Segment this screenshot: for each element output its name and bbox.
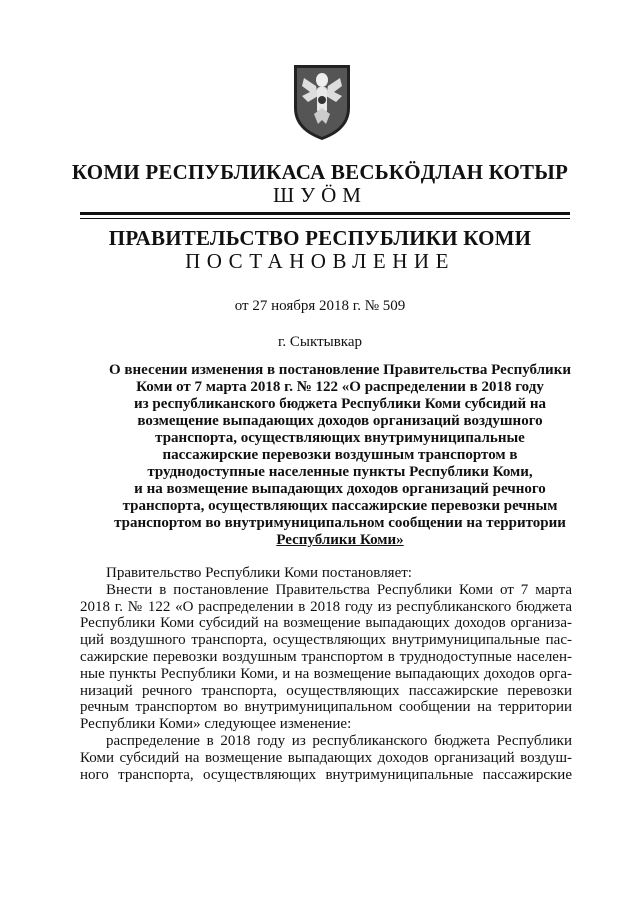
body-line: 2018 г. № 122 «О распределении в 2018 году из республиканского бюджета [80, 598, 572, 615]
body-line: речным транспортом во внутримуниципальном сообщении на территории [80, 699, 572, 716]
title-line: транспорта, осуществляющих внутримуниципальные [155, 430, 525, 446]
title-line: О внесении изменения в постановление Правительства Республики [109, 362, 571, 378]
body-line: Коми субсидий на возмещение выпадающих доходов организаций воздуш- [80, 749, 572, 766]
document-type: ПОСТАНОВЛЕНИЕ [185, 249, 455, 273]
komi-government-name: КОМИ РЕСПУБЛИКАСА ВЕСЬКӦДЛАН КОТЫР [71, 160, 569, 184]
title-line: и на возмещение выпадающих доходов организаций речного [134, 481, 546, 497]
title-line: труднодоступные населенные пункты Республики Коми, [147, 464, 533, 480]
komi-coat-of-arms-icon [290, 62, 354, 142]
title-line: транспорта, осуществляющих пассажирские перевозки речным [122, 498, 558, 514]
header-divider-thick [80, 212, 570, 215]
title-line: пассажирские перевозки воздушным транспортом в [162, 447, 518, 463]
title-line: возмещение выпадающих доходов организаций воздушного [137, 413, 543, 429]
body-line: ного транспорта, осуществляющих внутримуниципальные пассажирские [80, 766, 572, 783]
komi-document-type: ШУӦМ [273, 183, 367, 207]
body-line: Республики Коми» следующее изменение: [80, 716, 352, 733]
header-divider-thin [80, 218, 570, 219]
title-line: транспортом во внутримуниципальном сообщении на территории [114, 515, 566, 531]
body-line: Правительство Республики Коми постановляет: [106, 565, 412, 581]
body-line: Внести в постановление Правительства Республики Коми от 7 марта [106, 581, 572, 598]
body-line: ные пункты Республики Коми, и на возмещение выпадающих доходов орга- [80, 665, 572, 682]
body-line: Республики Коми субсидий на возмещение выпадающих доходов организа- [80, 615, 572, 632]
document-place: г. Сыктывкар [277, 334, 363, 350]
body-line: ций воздушного транспорта, осуществляющих внутримуниципальные пас- [80, 632, 572, 649]
body-line: сажирские перевозки воздушным транспортом в труднодоступные населен- [80, 648, 572, 665]
document-title [100, 362, 580, 549]
title-line: Республики Коми» [276, 532, 404, 548]
government-name: ПРАВИТЕЛЬСТВО РЕСПУБЛИКИ КОМИ [108, 226, 532, 250]
body-line: низаций речного транспорта, осуществляющих пассажирские перевозки [80, 682, 572, 699]
document-body [80, 565, 572, 783]
title-line: Коми от 7 марта 2018 г. № 122 «О распределении в 2018 году [136, 379, 544, 395]
document-date-number: от 27 ноября 2018 г. № 509 [234, 298, 406, 314]
body-line: распределение в 2018 году из республиканского бюджета Республики [106, 732, 572, 749]
title-line: из республиканского бюджета Республики Коми субсидий на [134, 396, 546, 412]
